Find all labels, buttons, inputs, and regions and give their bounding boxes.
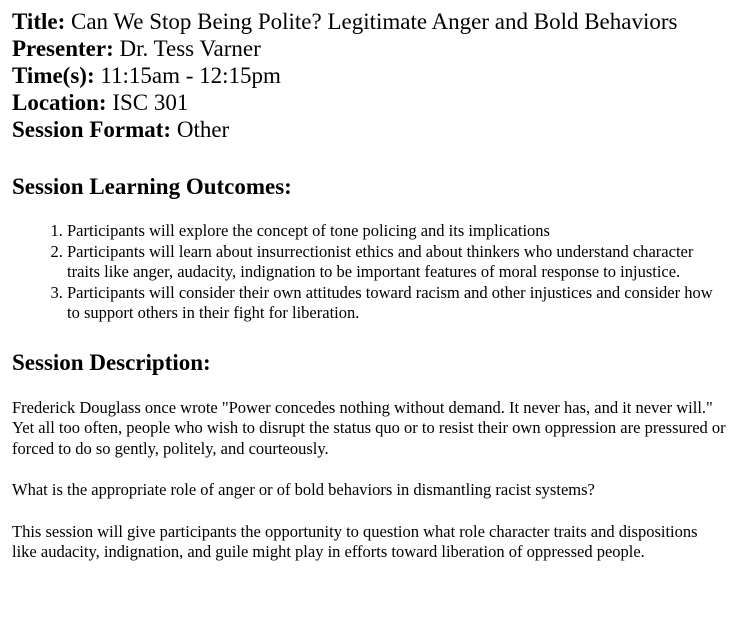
description-heading: Session Description:: [12, 349, 211, 375]
format-row: [12, 116, 726, 143]
location-row: [12, 89, 726, 116]
title-value: Can We Stop Being Polite? Legitimate Anger and Bold Behaviors: [70, 9, 678, 34]
format-label: Session Format:: [12, 117, 172, 142]
title-label: Title:: [12, 9, 66, 34]
presenter-label: Presenter:: [12, 36, 114, 61]
description-paragraph: Frederick Douglass once wrote "Power concedes nothing without demand. It never has, and it never will." Yet all too often, people who wish to disrupt the status quo or to resist their own oppression are pressured or forced to do so gently, politely, and courteously.: [12, 397, 726, 458]
description-paragraph: What is the appropriate role of anger or of bold behaviors in dismantling racist systems?: [12, 480, 595, 499]
location-label: Location:: [12, 90, 107, 115]
description-paragraph: This session will give participants the opportunity to question what role character traits and dispositions like audacity, indignation, and guile might play in efforts toward liberation of oppressed people.: [12, 521, 698, 561]
times-value: 11:15am - 12:15pm: [100, 63, 281, 88]
presenter-row: [12, 35, 726, 62]
outcome-item: 2. Participants will learn about insurrectionist ethics and about thinkers who understand character traits like anger, audacity, indignation to be important features of moral response to injustice.: [67, 242, 726, 283]
presenter-value: Dr. Tess Varner: [119, 36, 261, 61]
outcome-item: 3. Participants will consider their own attitudes toward racism and other injustices and consider how to support others in their fight for liberation.: [67, 283, 726, 324]
outcomes-heading: Session Learning Outcomes:: [12, 174, 292, 199]
location-value: ISC 301: [112, 90, 189, 115]
session-meta: [12, 8, 726, 143]
outcome-item: 1. Participants will explore the concept of tone policing and its implications: [67, 221, 726, 242]
outcomes-list: [12, 221, 726, 324]
description-body: [12, 398, 726, 563]
format-value: Other: [176, 117, 230, 142]
times-row: [12, 62, 726, 89]
times-label: Time(s):: [12, 63, 95, 88]
title-row: [12, 8, 726, 35]
